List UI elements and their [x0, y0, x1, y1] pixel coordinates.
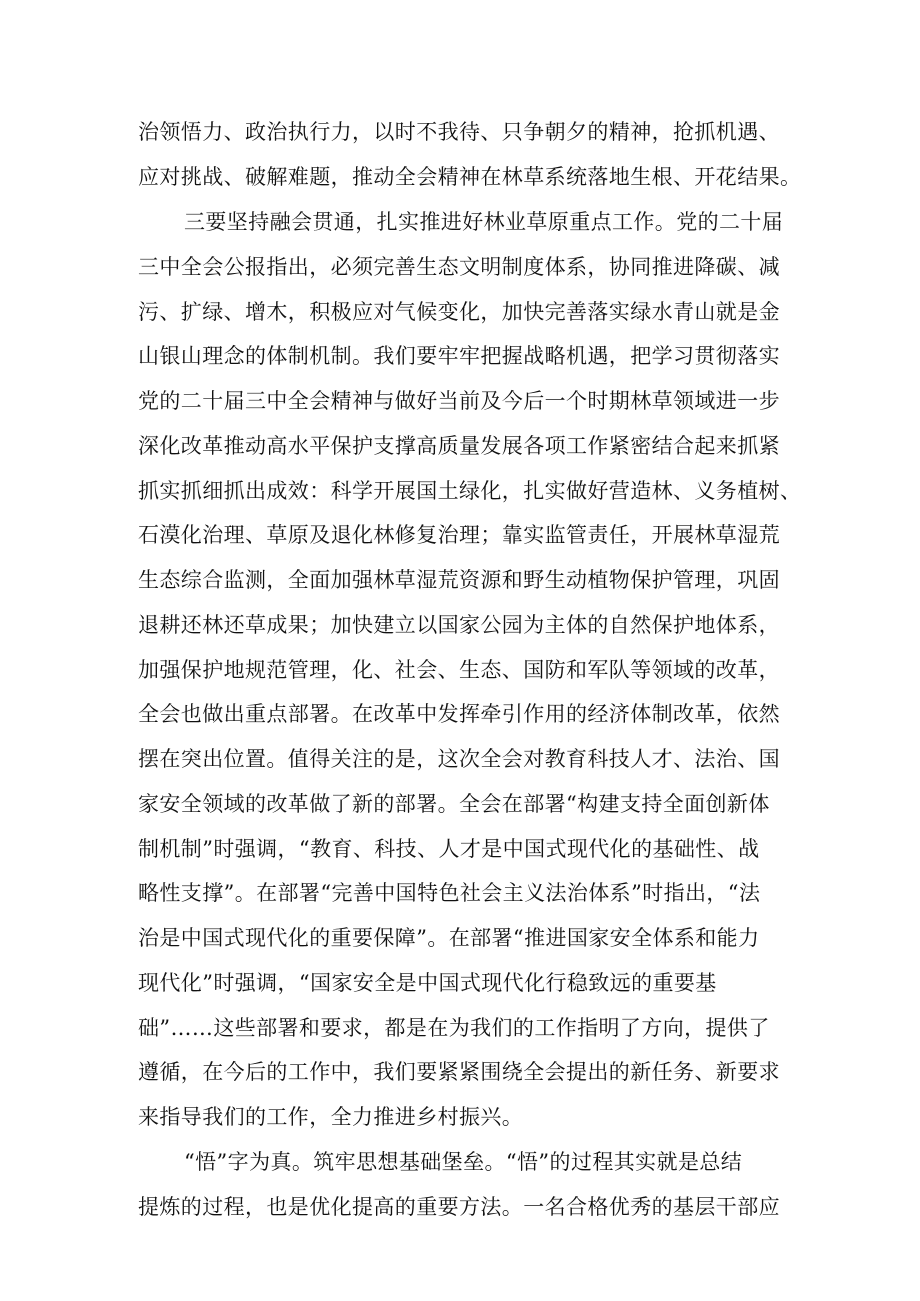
text-line: 党的二十届三中全会精神与做好当前及今后一个时期林草领域进一步: [138, 389, 780, 413]
text-line: 遵循，在今后的工作中，我们要紧紧围绕全会提出的新任务、新要求: [138, 1060, 780, 1084]
paragraph-first-line: “悟”字为真。筑牢思想基础堡垒。“悟”的过程其实就是总结: [184, 1150, 743, 1174]
text-line: 治是中国式现代化的重要保障”。在部署“推进国家安全体系和能力: [138, 926, 760, 950]
text-line: 深化改革推动高水平保护支撑高质量发展各项工作紧密结合起来抓紧: [138, 434, 780, 458]
paragraph-first-line: 三要坚持融会贯通，扎实推进好林业草原重点工作。党的二十届: [184, 210, 784, 234]
text-line: 退耕还林还草成果；加快建立以国家公园为主体的自然保护地体系，: [138, 613, 780, 637]
text-line: 应对挑战、破解难题，推动全会精神在林草系统落地生根、开花结果。: [138, 165, 802, 189]
text-line: 三中全会公报指出，必须完善生态文明制度体系，协同推进降碳、减: [138, 255, 780, 279]
text-line: 提炼的过程，也是优化提高的重要方法。一名合格优秀的基层干部应: [138, 1195, 780, 1219]
text-line: 治领悟力、政治执行力，以时不我待、只争朝夕的精神，抢抓机遇、: [138, 120, 780, 144]
text-line: 生态综合监测，全面加强林草湿荒资源和野生动植物保护管理，巩固: [138, 568, 780, 592]
text-line: 略性支撑”。在部署“完善中国特色社会主义法治体系”时指出，“法: [138, 881, 761, 905]
text-line: 制机制”时强调，“教育、科技、人才是中国式现代化的基础性、战: [138, 837, 760, 861]
text-line: 础”……这些部署和要求，都是在为我们的工作指明了方向，提供了: [138, 1016, 770, 1040]
text-line: 抓实抓细抓出成效：科学开展国土绿化，扎实做好营造林、义务植树、: [138, 479, 802, 503]
text-line: 山银山理念的体制机制。我们要牢牢把握战略机遇，把学习贯彻落实: [138, 344, 780, 368]
text-line: 全会也做出重点部署。在改革中发挥牵引作用的经济体制改革，依然: [138, 702, 780, 726]
text-line: 摆在突出位置。值得关注的是，这次全会对教育科技人才、法治、国: [138, 747, 780, 771]
text-line: 污、扩绿、增木，积极应对气候变化，加快完善落实绿水青山就是金: [138, 300, 780, 324]
text-line: 来指导我们的工作，全力推进乡村振兴。: [138, 1105, 524, 1129]
text-line: 加强保护地规范管理，化、社会、生态、国防和军队等领域的改革，: [138, 658, 780, 682]
text-line: 石漠化治理、草原及退化林修复治理；靠实监管责任，开展林草湿荒: [138, 523, 780, 547]
text-line: 现代化”时强调，“国家安全是中国式现代化行稳致远的重要基: [138, 971, 717, 995]
text-line: 家安全领域的改革做了新的部署。全会在部署“构建支持全面创新体: [138, 792, 770, 816]
